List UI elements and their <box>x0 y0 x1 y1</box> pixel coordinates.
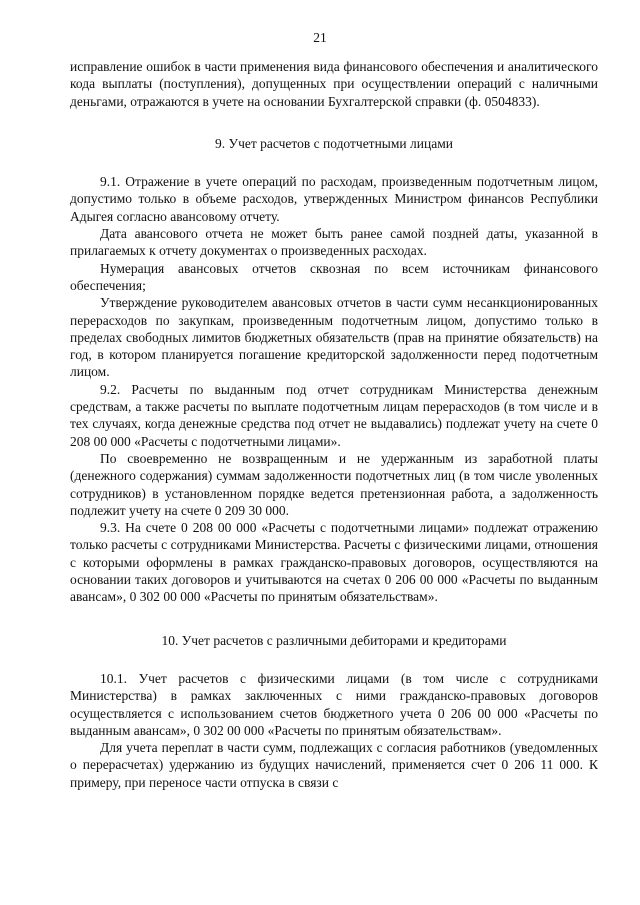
paragraph-9-1: 9.1. Отражение в учете операций по расходам, произведенным подотчетным лицом, допустимо только в объеме расходов, утвержденных Министром финансов Республики Адыгея согласно авансовому отчету. <box>70 174 598 224</box>
paragraph-10-1: 10.1. Учет расчетов с физическими лицами (в том числе с сотрудниками Министерства) в рамках заключенных с ними гражданско-правовых договоров осуществляется с использованием счетов бюджетного учета 0 206 00 000 «Расчеты по выданным авансам», 0 302 00 000 «Расчеты по принятым обязательствам». <box>70 670 598 738</box>
paragraph-continued: исправление ошибок в части применения вида финансового обеспечения и аналитического кода выплаты (поступления), допущенных при осуществлении операций с наличными деньгами, отражаются в учете на основании Бухгалтерской справки (ф. 0504833). <box>70 59 598 109</box>
paragraph-advance-report-date: Дата авансового отчета не может быть ранее самой поздней даты, указанной в прилагаемых к отчету документах о произведенных расходах. <box>70 226 598 259</box>
paragraph-advance-report-approval: Утверждение руководителем авансовых отчетов в части сумм несанкционированных перерасходов по закупкам, произведенным подотчетным лицом, допустимо только в пределах свободных лимитов бюджетных обязательств (прав на принятие обязательств) на год, в котором планируется погашение кредиторской задолженности перед подотчетным лицом. <box>70 295 598 380</box>
section-9-heading: 9. Учет расчетов с подотчетными лицами <box>215 135 453 151</box>
page-number: 21 <box>313 30 327 45</box>
paragraph-advance-report-numbering: Нумерация авансовых отчетов сквозная по всем источникам финансового обеспечения; <box>70 260 598 293</box>
paragraph-9-3: 9.3. На счете 0 208 00 000 «Расчеты с подотчетными лицами» подлежат отражению только расчеты с сотрудниками Министерства. Расчеты с физическими лицами, отношения с которыми оформлены в рамках гражданско-правовых договоров, осуществляются на основании таких договоров и учитываются на счетах 0 206 00 000 «Расчеты по выданным авансам», 0 302 00 000 «Расчеты по принятым обязательствам». <box>70 520 598 605</box>
document-body <box>70 58 598 791</box>
paragraph-overpayments: Для учета переплат в части сумм, подлежащих с согласия работников (уведомленных о перерасчетах) удержанию из будущих начислений, применяется счет 0 206 11 000. К примеру, при переносе части отпуска в связи с <box>70 740 598 790</box>
paragraph-claims-work: По своевременно не возвращенным и не удержанным из заработной платы (денежного содержания) суммам задолженности подотчетных лиц (в том числе уволенных сотрудников) в установленном порядке ведется претензионная работа, а задолженность подлежит учету на счете 0 209 30 000. <box>70 450 598 518</box>
section-10-heading: 10. Учет расчетов с различными дебиторами и кредиторами <box>161 632 507 648</box>
paragraph-9-2: 9.2. Расчеты по выданным под отчет сотрудникам Министерства денежным средствам, а также расчеты по выплате подотчетным лицам перерасходов (в том числе и в тех случаях, когда денежные средства под отчет не выдавались) подлежат учету на счете 0 208 00 000 «Расчеты с подотчетными лицами». <box>70 381 598 449</box>
